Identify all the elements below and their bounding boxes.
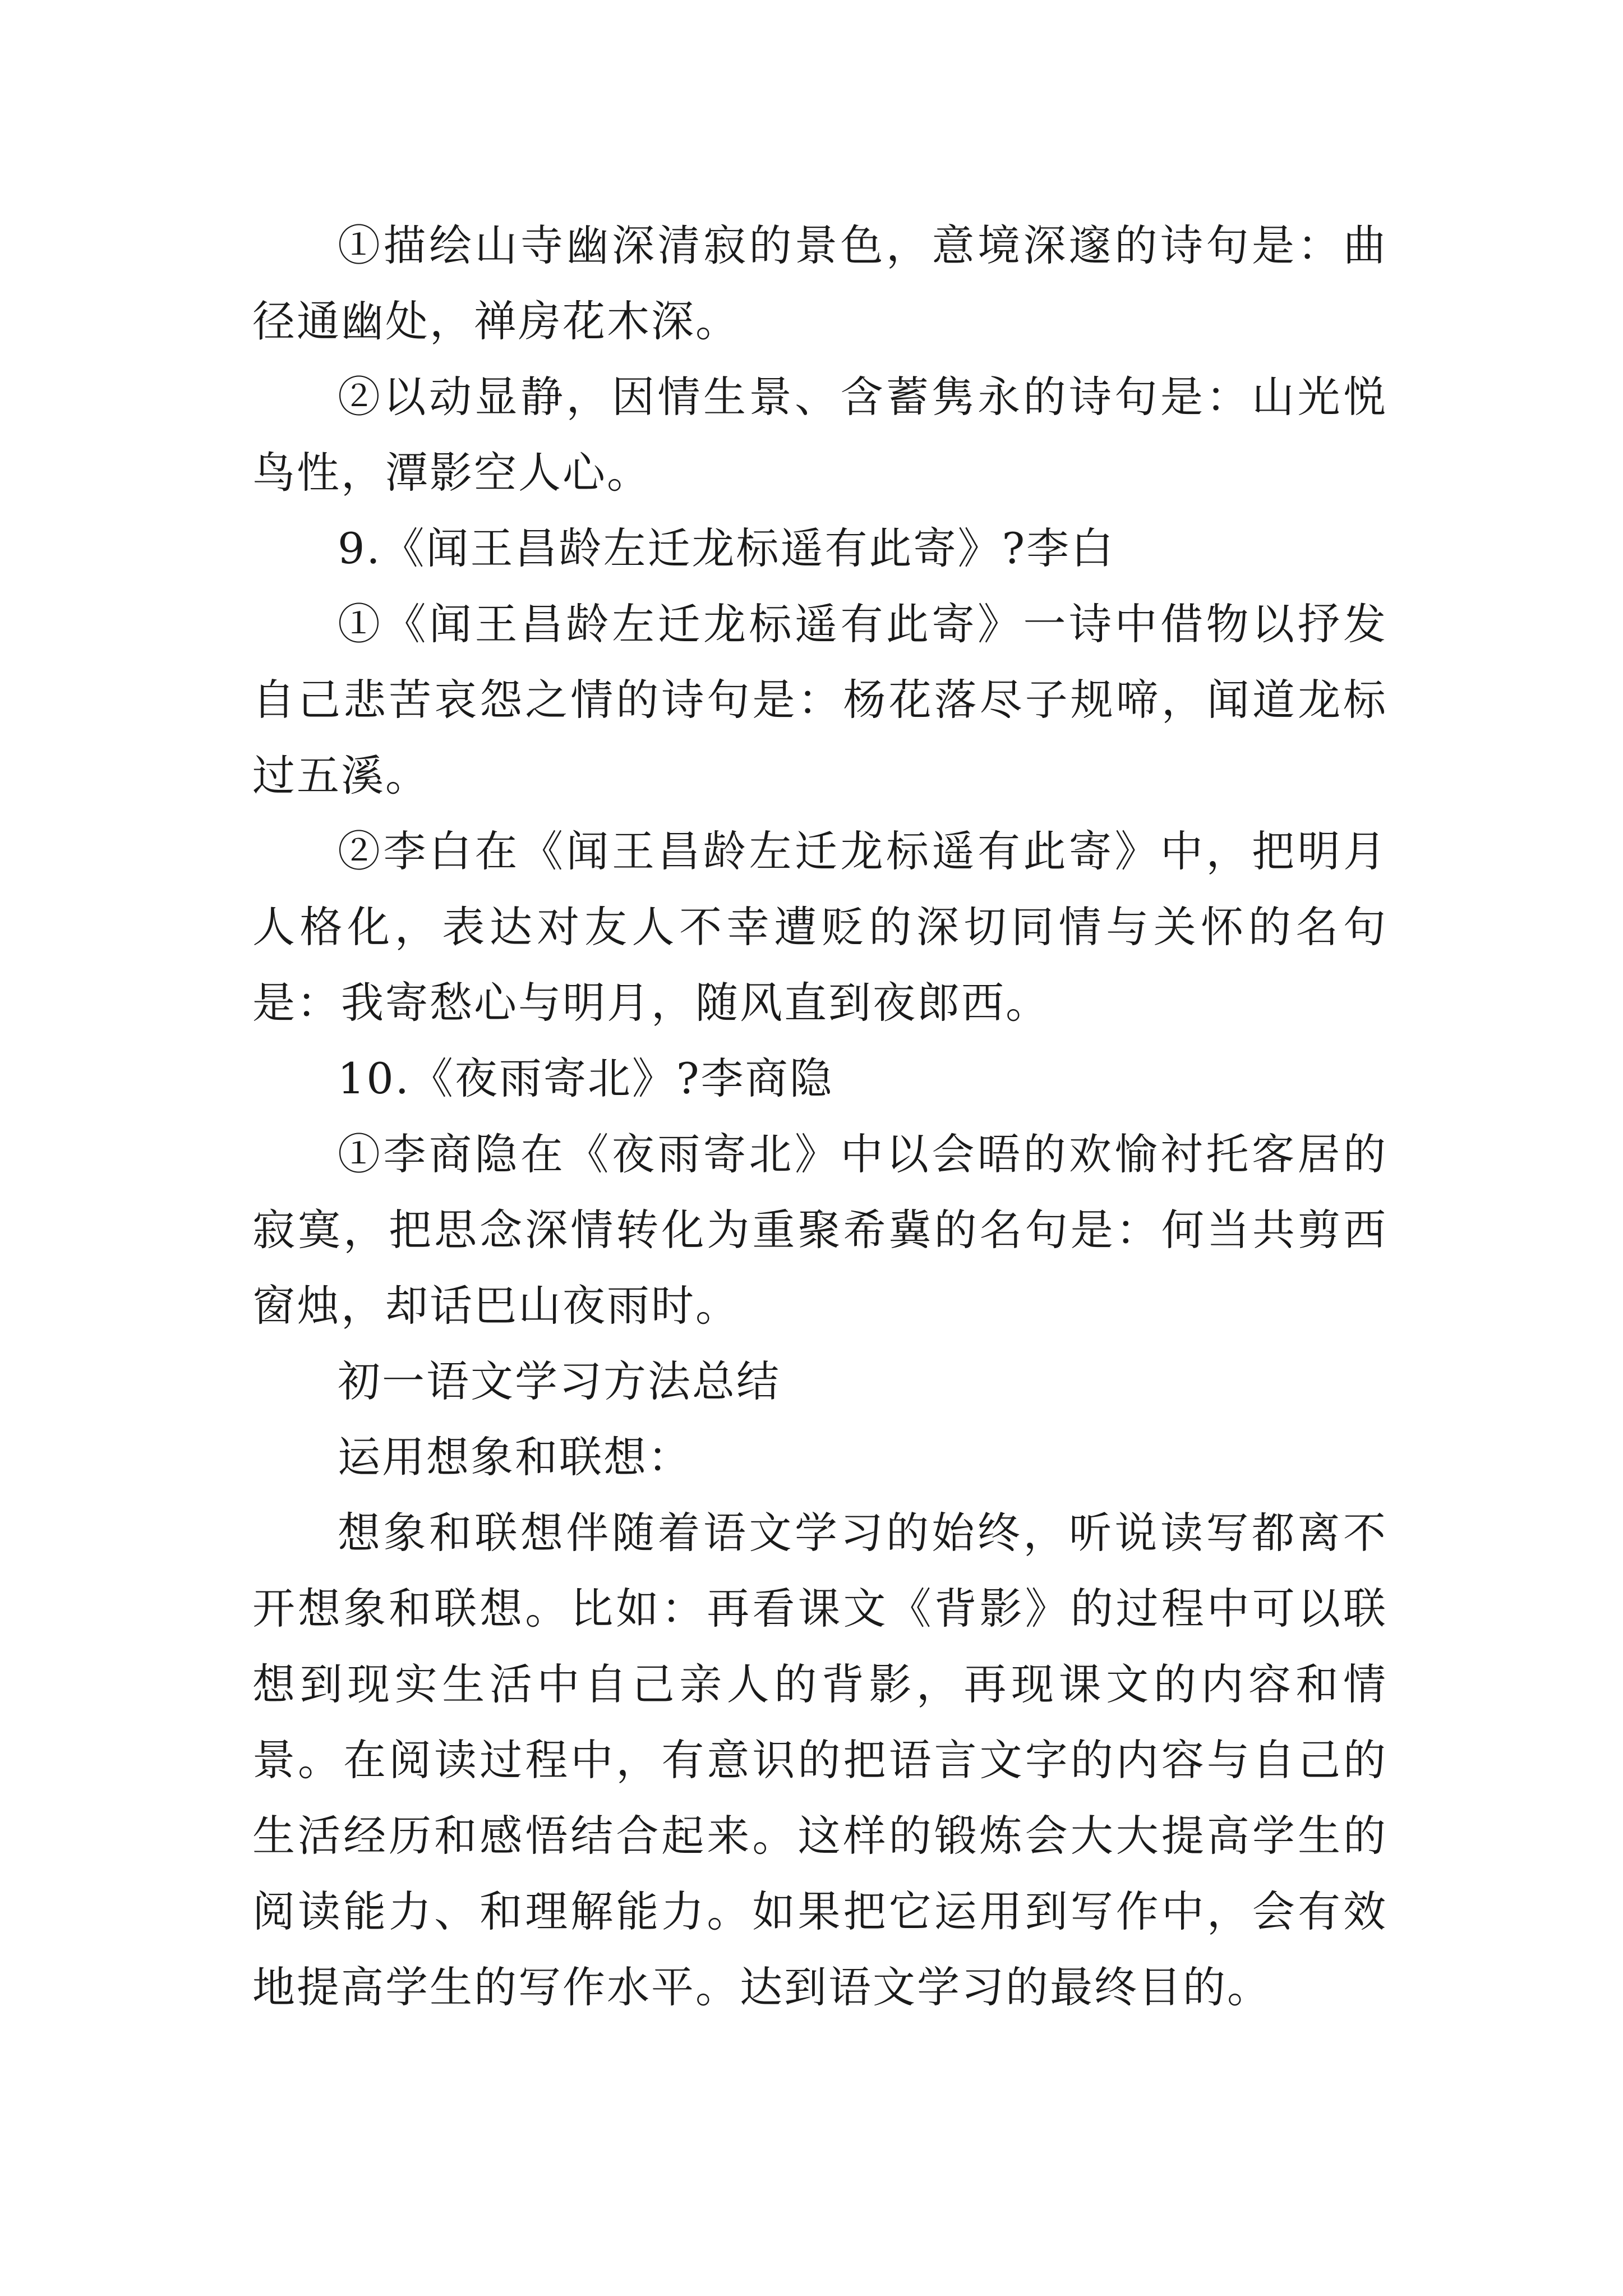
paragraph-poem-10-item-1: ①李商隐在《夜雨寄北》中以会晤的欢愉衬托客居的寂寞，把思念深情转化为重聚希冀的名句是：何当共剪西窗烛，却话巴山夜雨时。 — [252, 1129, 1387, 1331]
paragraph-poem-8-item-1: ①描绘山寺幽深清寂的景色，意境深邃的诗句是：曲径通幽处，禅房花木深。 — [252, 220, 1387, 346]
paragraph-poem-8-item-2: ②以动显静，因情生景、含蓄隽永的诗句是：山光悦鸟性，潭影空人心。 — [252, 372, 1387, 498]
section-title: 初一语文学习方法总结 — [338, 1356, 781, 1406]
paragraph-poem-9-item-2: ②李白在《闻王昌龄左迁龙标遥有此寄》中，把明月人格化，表达对友人不幸遭贬的深切同情与关怀的名句是：我寄愁心与明月，随风直到夜郎西。 — [252, 826, 1387, 1028]
heading-poem-10: 10.《夜雨寄北》?李商隐 — [338, 1053, 834, 1103]
subsection-title: 运用想象和联想： — [338, 1432, 692, 1482]
paragraph-body: 想象和联想伴随着语文学习的始终，听说读写都离不开想象和联想。比如：再看课文《背影》的过程中可以联想到现实生活中自己亲人的背影，再现课文的内容和情景。在阅读过程中，有意识的把语言文字的内容与自己的生活经历和感悟结合起来。这样的锻炼会大大提高学生的阅读能力、和理解能力。如果把它运用到写作中，会有效地提高学生的写作水平。达到语文学习的最终目的。 — [252, 1508, 1387, 2012]
paragraph-poem-9-item-1: ①《闻王昌龄左迁龙标遥有此寄》一诗中借物以抒发自己悲苦哀怨之情的诗句是：杨花落尽子规啼，闻道龙标过五溪。 — [252, 599, 1387, 800]
heading-poem-9: 9.《闻王昌龄左迁龙标遥有此寄》?李白 — [338, 523, 1115, 573]
document-page — [252, 208, 1387, 2025]
